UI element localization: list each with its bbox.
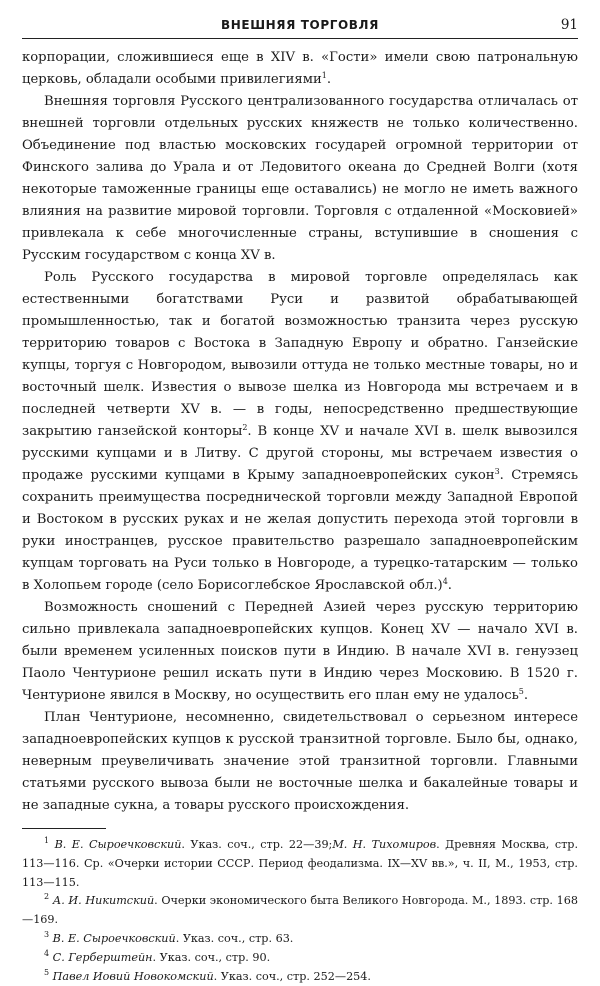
paragraph: Возможность сношений с Передней Азией через русскую территорию сильно привлекала западноевропейских купцов. Конец XV — начало XVI в. были временем усиленных поисков пути в Индию. В начале XVI в. генуэзец Паоло Чентурионе решил искать пути в Индию через Московию. В 1520 г. Чентурионе явился в Москву, но осуществить его план ему не удалось$^5$. <box>22 600 578 703</box>
paragraph: корпорации, сложившиеся еще в XIV в. «Гости» имели свою патрональную церковь, обладали особыми привилегиями$^1$. <box>22 50 578 87</box>
footnote-ref: 1 <box>321 71 327 80</box>
footnote-divider <box>22 828 106 829</box>
paragraph <box>22 91 578 267</box>
footnote-ref: 2 <box>242 423 248 432</box>
footnote-ref: 4 <box>442 577 448 586</box>
footnote-ref: 3 <box>494 467 500 476</box>
book-page <box>22 12 578 986</box>
page-number: 91 <box>560 17 578 33</box>
footnote-number: 2 <box>44 892 50 902</box>
running-head: ВНЕШНЯЯ ТОРГОВЛЯ <box>221 18 379 32</box>
footnote: $^3$ В. Е. Сыроечковский. Указ. соч., стр. 63. <box>44 929 294 945</box>
footnote-author: М. Н. Тихомиров <box>332 838 437 851</box>
paragraph-text: План Чентурионе, несомненно, свидетельствовал о серьезном интересе западноевропейских купцов к русской транзитной торговле. Было бы, однако, неверным преувеличивать значение этой транзитной торговли. Главными статьями русского вывоза были не восточные шелка и бакалейные товары и не западные сукна, а товары русского происхождения. <box>22 710 578 813</box>
footnote-author: А. И. Никитский <box>52 894 155 908</box>
footnote: $^4$ С. Герберштейн. Указ. соч., стр. 90. <box>44 948 271 964</box>
footnote: $^2$ А. И. Никитский. Очерки экономического быта Великого Новгорода. М., 1893. стр. 168—169. <box>22 892 578 927</box>
footnote-number: 4 <box>44 948 50 958</box>
footnote: $^5$ Павел Иовий Новокомский. Указ. соч., стр. 252—254. <box>44 967 371 983</box>
footnote-ref: 5 <box>518 687 524 696</box>
paragraph-text: Роль Русского государства в мировой торговле определялась как естественными богатствами Руси и развитой обрабатывающей промышленностью, так и богатой возможностью транзита через русскую территорию товаров с Востока в Западную Европу и обратно. Ганзейские купцы, торгуя с Новгородом, вывозили оттуда не только местные товары, но и восточный шелк. Известия о вывозе шелка из Новгорода мы встречаем и в последней четверти XV в. — в годы, непосредственно предшествующие закрытию ганзейской конторы <box>22 270 578 439</box>
footnote-number: 5 <box>44 967 50 977</box>
main-text <box>22 47 578 817</box>
footnote-author: Павел Иовий Новокомский <box>52 969 214 983</box>
footnote-number: 3 <box>44 929 50 939</box>
paragraph-text: Возможность сношений с Передней Азией через русскую территорию сильно привлекала западноевропейских купцов. Конец XV — начало XVI в. были временем усиленных поисков пути в Индию. В начале XVI в. генуэзец Паоло Чентурионе решил искать пути в Индию через Московию. В 1520 г. Чентурионе явился в Москву, но осуществить его план ему не удалось <box>22 600 578 703</box>
paragraph-text: корпорации, сложившиеся еще в XIV в. «Гости» имели свою патрональную церковь, обладали особыми привилегиями <box>22 50 578 87</box>
footnote-author: В. Е. Сыроечковский <box>52 931 176 945</box>
page-header <box>22 12 578 39</box>
footnote: $^1$ В. Е. Сыроечковский. Указ. соч., стр. 22—39;М. Н. Тихомиров. Древняя Москва, стр. 113—116. Ср. «Очерки истории СССР. Период феодализма. IX—XV вв.», ч. II, М., 1953, стр. 113—115. <box>22 836 578 889</box>
footnote-number: 1 <box>44 836 50 845</box>
footnote-author: В. Е. Сыроечковский <box>54 838 182 851</box>
paragraph-text: Внешняя торговля Русского централизованного государства отличалась от внешней торговли отдельных русских княжеств не только количественно. Объединение под властью московских государей огромной территории от Финского залива до Урала и от Ледовитого океана до Средней Волги (хотя некоторые таможенные границы еще оставались) не могло не иметь важного влияния на развитие мировой торговли. Торговля с отдаленной «Московией» привлекала к себе многочисленные страны, вступившие в сношения с Русским государством с конца XV в. <box>22 94 578 263</box>
paragraph: Роль Русского государства в мировой торговле определялась как естественными богатствами Руси и развитой обрабатывающей промышленностью, так и богатой возможностью транзита через русскую территорию товаров с Востока в Западную Европу и обратно. Ганзейские купцы, торгуя с Новгородом, вывозили оттуда не только местные товары, но и восточный шелк. Известия о вывозе шелка из Новгорода мы встречаем и в последней четверти XV в. — в годы, непосредственно предшествующие закрытию ганзейской конторы$^2$. В конце XV и начале XVI в. шелк вывозился русскими купцами и в Литву. С другой стороны, мы встречаем известия о продаже русскими купцами в Крыму западноевропейских сукон$^3$. Стремясь сохранить преимущества посреднической торговли между Западной Европой и Востоком в русских руках и не желая допустить перехода этой торговли в руки иностранцев, русское правительство разрешало западноевропейским купцам торговать на Руси только в Новгороде, а турецко-татарским — только в Холопьем городе (село Борисоглебское Ярославской обл.)$^4$. <box>22 270 578 593</box>
footnote-author: С. Герберштейн <box>52 950 153 964</box>
paragraph <box>22 707 578 817</box>
